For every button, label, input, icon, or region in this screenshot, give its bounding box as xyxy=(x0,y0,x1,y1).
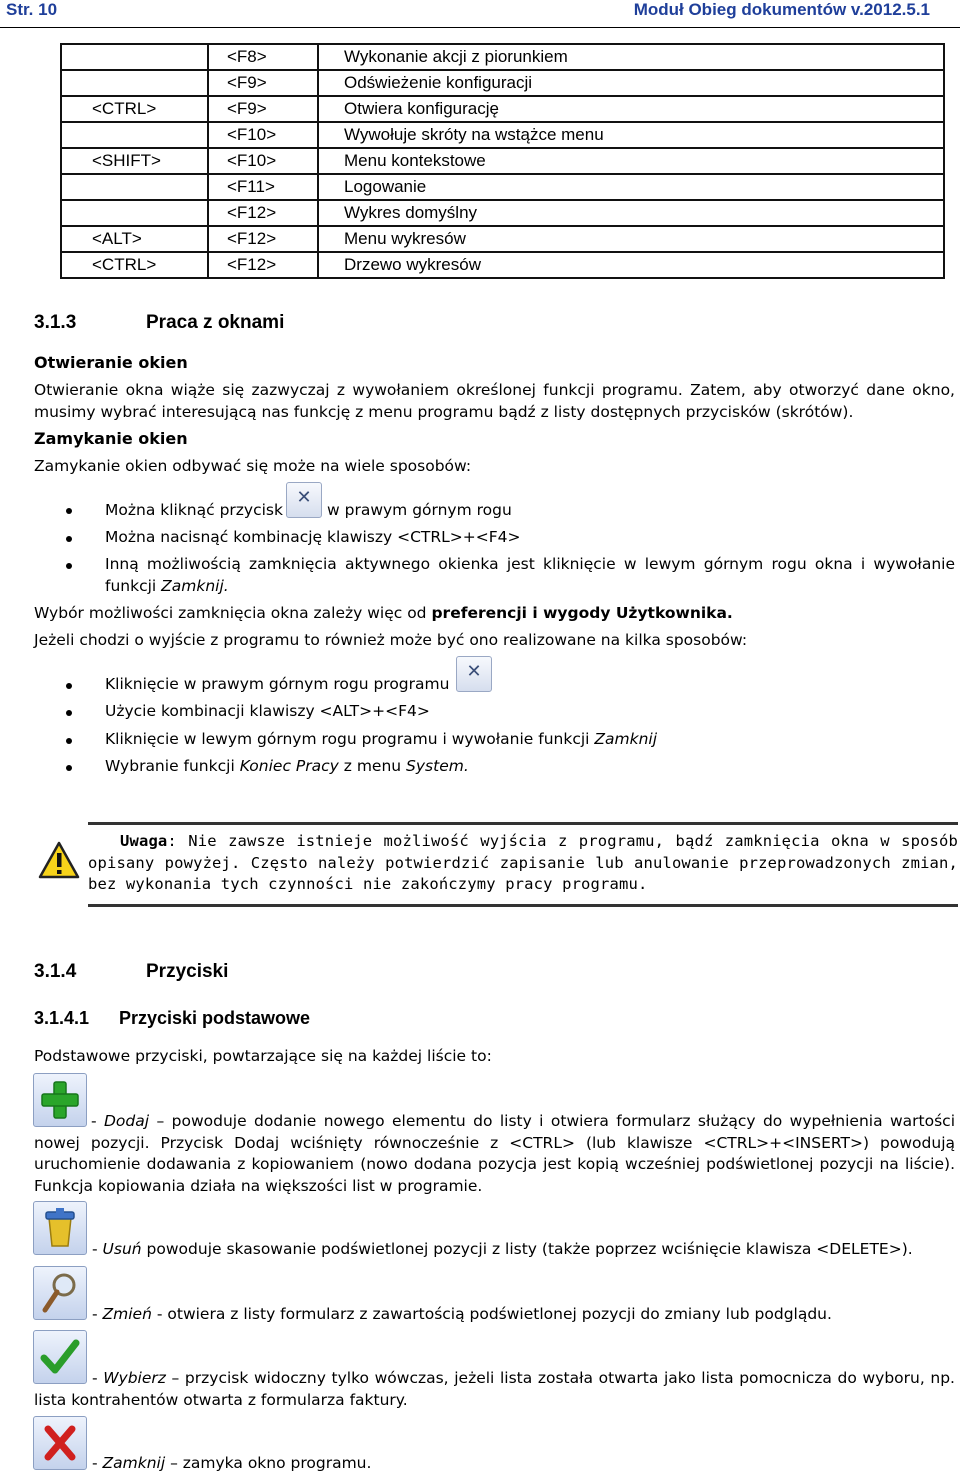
section-3-1-4-1-number: 3.1.4.1 xyxy=(34,1008,90,1028)
shortcut-table xyxy=(60,43,945,279)
shortcut-key: <F10> xyxy=(208,148,318,174)
shortcut-modifier: <CTRL> xyxy=(61,96,208,122)
section-3-1-4-number: 3.1.4 xyxy=(34,961,77,982)
exit-bullet-2: Użycie kombinacji klawiszy <ALT>+<F4> xyxy=(105,702,430,720)
add-description: - Dodaj – powoduje dodanie nowego elementu do listy i otwiera formularz służący do wypełnienia wartości nowej pozycji. Przycisk Dodaj wciśnięty równocześnie z <CTRL> (lub klawisze <CTRL>+<INSERT>) powodują uruchomienie dodawania z kopiowaniem (nowo dodana pozycja jest kopią wcześniej podświetlonej pozycji na liście). Funkcja kopiowania działa na większości list w programie. xyxy=(34,1112,956,1195)
shortcut-modifier: <CTRL> xyxy=(61,252,208,278)
shortcut-key: <F9> xyxy=(208,96,318,122)
magnifier-icon xyxy=(33,1266,87,1320)
bullet-dot xyxy=(66,710,72,716)
shortcut-description: Odświeżenie konfiguracji xyxy=(318,70,944,96)
shortcut-row xyxy=(61,174,944,200)
bullet-dot xyxy=(66,683,72,689)
shortcut-modifier xyxy=(61,122,208,148)
note-text: Uwaga: Nie zawsze istnieje możliwość wyjścia z programu, bądź zamknięcia okna w sposób opisany powyżej. Często należy potwierdzić zapisanie lub anulowanie przeprowadzonych zmian, bez wykonania tych czynności nie zakończymy pracy programu. xyxy=(88,832,958,893)
shortcut-modifier xyxy=(61,70,208,96)
shortcut-description: Menu kontekstowe xyxy=(318,148,944,174)
exit-bullet-4: Wybranie funkcji Koniec Pracy z menu System. xyxy=(105,757,469,775)
shortcut-key: <F10> xyxy=(208,122,318,148)
delete-description: - Usuń powoduje skasowanie podświetlonej pozycji z listy (także poprzez wciśnięcie klawisza <DELETE>). xyxy=(92,1240,913,1258)
shortcut-key: <F12> xyxy=(208,226,318,252)
shortcut-row xyxy=(61,148,944,174)
shortcut-row xyxy=(61,70,944,96)
shortcut-row xyxy=(61,44,944,70)
exit-intro: Jeżeli chodzi o wyjście z programu to również może być ono realizowane na kilka sposobów: xyxy=(34,631,748,649)
open-windows-text: Otwieranie okna wiąże się zazwyczaj z wywołaniem określonej funkcji programu. Zatem, aby otworzyć dane okno, musimy wybrać interesującą nas funkcję z menu programu bądź z listy dostępnych przycisków (skrótów). xyxy=(34,381,955,421)
open-windows-heading: Otwieranie okien xyxy=(34,353,188,372)
section-3-1-3-number: 3.1.3 xyxy=(34,312,77,333)
shortcut-key: <F8> xyxy=(208,44,318,70)
shortcut-modifier: <ALT> xyxy=(61,226,208,252)
buttons-intro: Podstawowe przyciski, powtarzające się na każdej liście to: xyxy=(34,1047,492,1065)
section-3-1-4-title: Przyciski xyxy=(146,961,229,982)
shortcut-row xyxy=(61,252,944,278)
bullet-dot xyxy=(66,738,72,744)
shortcut-description: Logowanie xyxy=(318,174,944,200)
shortcut-modifier xyxy=(61,200,208,226)
close-x-icon: ✕ xyxy=(456,656,492,692)
close-windows-heading: Zamykanie okien xyxy=(34,429,188,448)
trash-icon xyxy=(33,1201,87,1255)
warning-icon xyxy=(38,840,80,880)
edit-description: - Zmień - otwiera z listy formularz z zawartością podświetlonej pozycji do zmiany lub podglądu. xyxy=(92,1305,832,1323)
page-number: Str. 10 xyxy=(6,0,58,19)
shortcut-description: Wywołuje skróty na wstążce menu xyxy=(318,122,944,148)
shortcut-description: Wykonanie akcji z piorunkiem xyxy=(318,44,944,70)
shortcut-row xyxy=(61,96,944,122)
shortcut-key: <F9> xyxy=(208,70,318,96)
bullet-dot xyxy=(66,765,72,771)
bullet-dot xyxy=(66,563,72,569)
shortcut-modifier xyxy=(61,44,208,70)
shortcut-key: <F11> xyxy=(208,174,318,200)
shortcut-row xyxy=(61,200,944,226)
shortcut-description: Wykres domyślny xyxy=(318,200,944,226)
note-bottom-rule xyxy=(88,904,958,907)
shortcut-modifier: <SHIFT> xyxy=(61,148,208,174)
exit-bullet-3: Kliknięcie w lewym górnym rogu programu i wywołanie funkcji Zamknij xyxy=(105,730,658,748)
shortcut-description: Menu wykresów xyxy=(318,226,944,252)
bullet-close-menu: Inną możliwością zamknięcia aktywnego okienka jest kliknięcie w lewym górnym rogu okna i wywołanie funkcji Zamknij. xyxy=(105,555,955,595)
pick-description: - Wybierz – przycisk widoczny tylko wówczas, jeżeli lista została otwarta jako lista pomocnicza do wyboru, np. lista kontrahentów otwarta z formularza faktury. xyxy=(34,1369,955,1409)
module-title: Moduł Obieg dokumentów v.2012.5.1 xyxy=(633,0,930,19)
shortcut-description: Drzewo wykresów xyxy=(318,252,944,278)
shortcut-key: <F12> xyxy=(208,252,318,278)
exit-bullet-1: Kliknięcie w prawym górnym rogu programu xyxy=(105,675,450,693)
header-rule xyxy=(0,27,960,28)
bullet-close-button-text-a: Można kliknąć przycisk xyxy=(105,501,283,519)
close-description: - Zamknij – zamyka okno programu. xyxy=(92,1454,372,1472)
choice-text: Wybór możliwości zamknięcia okna zależy więc od preferencji i wygody Użytkownika. xyxy=(34,604,733,622)
close-x-icon: ✕ xyxy=(286,482,322,518)
close-windows-intro: Zamykanie okien odbywać się może na wiele sposobów: xyxy=(34,457,472,475)
cancel-x-icon xyxy=(33,1416,87,1470)
shortcut-modifier xyxy=(61,174,208,200)
bullet-dot xyxy=(66,508,72,514)
shortcut-row xyxy=(61,122,944,148)
shortcut-description: Otwiera konfigurację xyxy=(318,96,944,122)
shortcut-row xyxy=(61,226,944,252)
note-top-rule xyxy=(88,822,958,825)
bullet-dot xyxy=(66,536,72,542)
section-3-1-4-1-title: Przyciski podstawowe xyxy=(119,1008,311,1028)
section-3-1-3-title: Praca z oknami xyxy=(146,312,285,333)
shortcut-key: <F12> xyxy=(208,200,318,226)
bullet-close-button-text-b: w prawym górnym rogu xyxy=(327,501,512,519)
bullet-ctrl-f4: Można nacisnąć kombinację klawiszy <CTRL>+<F4> xyxy=(105,528,521,546)
